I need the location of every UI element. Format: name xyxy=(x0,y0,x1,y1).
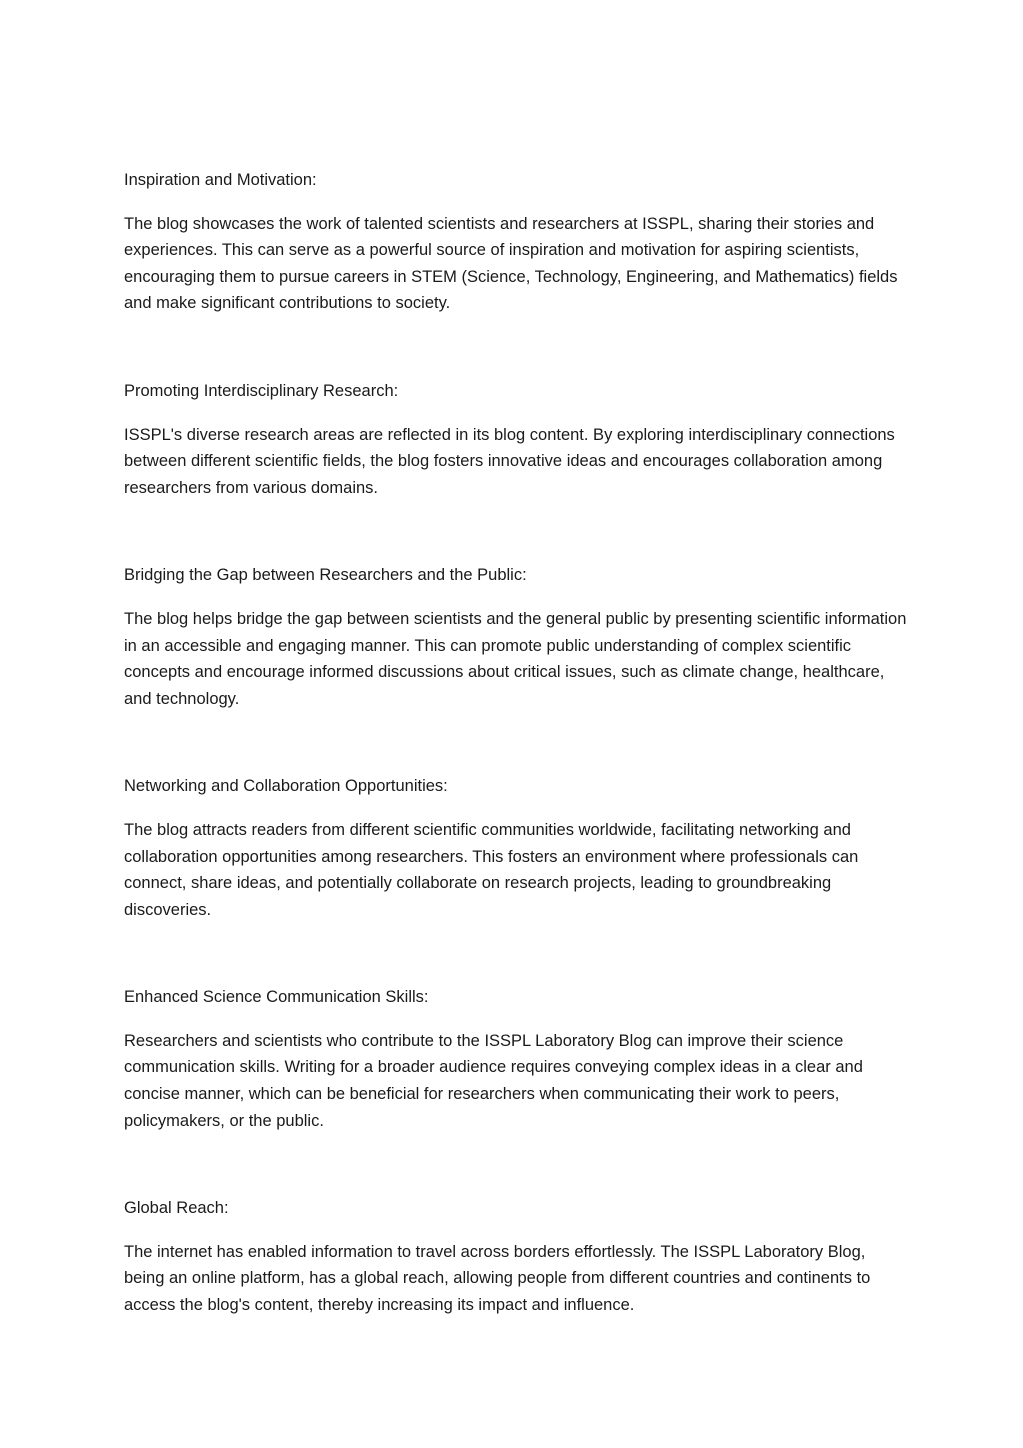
section-inspiration-motivation xyxy=(124,167,909,317)
section-heading: Promoting Interdisciplinary Research: xyxy=(124,381,399,400)
section-heading: Global Reach: xyxy=(124,1199,229,1218)
section-body: The internet has enabled information to travel across borders effortlessly. The ISSPL Laboratory Blog, being an online platform, has a global reach, allowing people from different countries and continents to access the blog's content, thereby increasing its impact and influence. xyxy=(124,1242,871,1315)
section-global-reach xyxy=(124,1195,909,1318)
section-body: The blog attracts readers from different scientific communities worldwide, facilitating networking and collaboration opportunities among researchers. This fosters an environment where professionals can connect, share ideas, and potentially collaborate on research projects, leading to groundbreaking discoveries. xyxy=(124,820,859,919)
document-content xyxy=(124,167,909,1380)
section-heading: Inspiration and Motivation: xyxy=(124,171,317,189)
section-heading: Networking and Collaboration Opportunities: xyxy=(124,777,448,796)
section-body: Researchers and scientists who contribute to the ISSPL Laboratory Blog can improve their science communication skills. Writing for a broader audience requires conveying complex ideas in a clear and concise manner, which can be beneficial for researchers when communicating their work to peers, policymakers, or the public. xyxy=(124,1031,863,1130)
section-heading: Bridging the Gap between Researchers and the Public: xyxy=(124,566,527,585)
section-body: The blog showcases the work of talented scientists and researchers at ISSPL, sharing their stories and experiences. This can serve as a powerful source of inspiration and motivation for aspiring scientists, encouraging them to pursue careers in STEM (Science, Technology, Engineering, and Mathematics) fields and make significant contributions to society. xyxy=(124,214,898,313)
section-science-communication xyxy=(124,984,909,1134)
section-bridging-gap xyxy=(124,562,909,712)
section-interdisciplinary-research xyxy=(124,378,909,501)
section-heading: Enhanced Science Communication Skills: xyxy=(124,988,429,1007)
section-body: ISSPL's diverse research areas are reflected in its blog content. By exploring interdisciplinary connections between different scientific fields, the blog fosters innovative ideas and encourages collaboration among researchers from various domains. xyxy=(124,425,895,497)
section-body: The blog helps bridge the gap between scientists and the general public by presenting scientific information in an accessible and engaging manner. This can promote public understanding of complex scientific concepts and encourage informed discussions about critical issues, such as climate change, healthcare, and technology. xyxy=(124,609,907,708)
section-networking-collaboration xyxy=(124,773,909,923)
